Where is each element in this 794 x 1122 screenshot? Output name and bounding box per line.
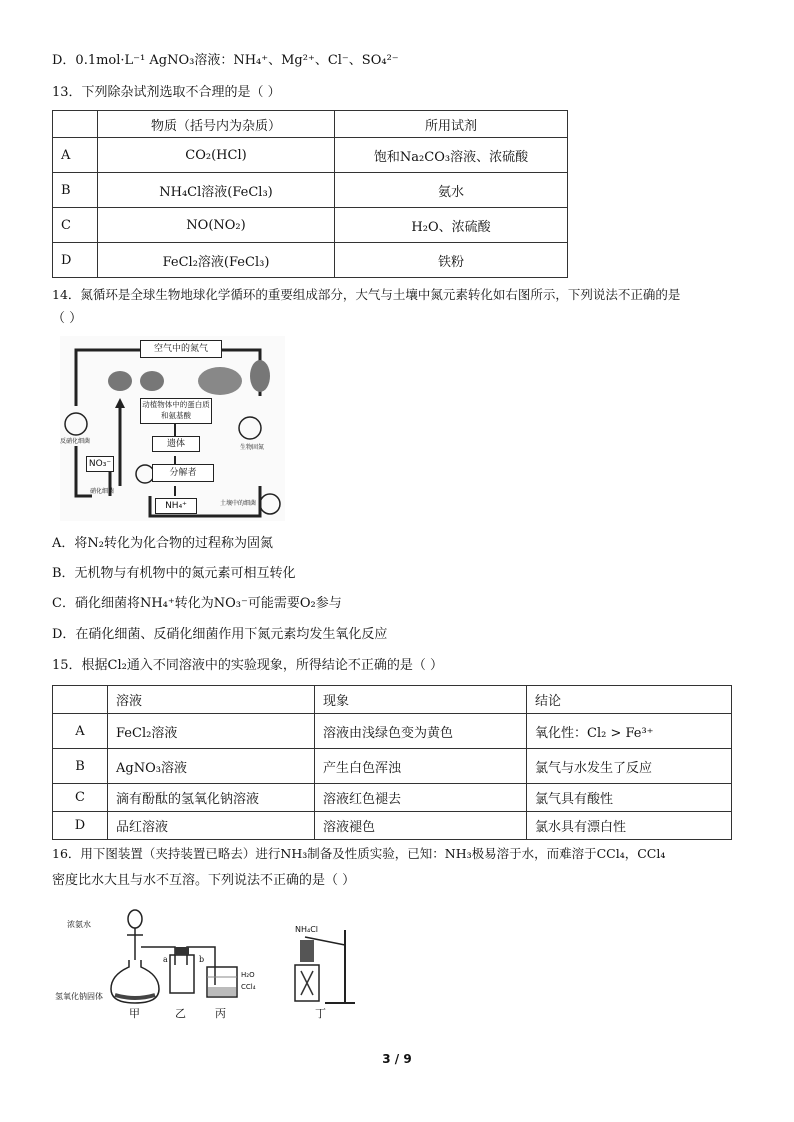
q14-option-a: A．将N₂转化为化合物的过程称为固氮 bbox=[52, 536, 273, 551]
jia-label: 甲 bbox=[129, 1007, 140, 1020]
q14-stem: 14．氮循环是全球生物地球化学循环的重要组成部分，大气与土壤中氮元素转化如右图所示，下列说法不正确的是 bbox=[52, 287, 681, 302]
nh4cl-label: NH₄Cl bbox=[295, 925, 319, 934]
table-cell: FeCl₂溶液 bbox=[108, 714, 315, 749]
table-header: 现象 bbox=[315, 686, 527, 714]
table-cell: 铁粉 bbox=[335, 243, 568, 278]
table-cell: 氨水 bbox=[335, 173, 568, 208]
q15-stem: 15．根据Cl₂通入不同溶液中的实验现象，所得结论不正确的是（ ） bbox=[52, 658, 443, 673]
protein-label: 动植物体中的蛋白质和氨基酸 bbox=[140, 398, 212, 424]
table-cell: NO(NO₂) bbox=[98, 208, 335, 243]
ding-label: 丁 bbox=[315, 1007, 326, 1020]
table-cell: D bbox=[53, 812, 108, 840]
table-cell: B bbox=[53, 749, 108, 784]
page-number: 3 / 9 bbox=[382, 1052, 412, 1066]
naoh-solid-label: 氢氧化钠固体 bbox=[55, 992, 103, 1001]
q15-table bbox=[52, 685, 732, 840]
apparatus-drawing bbox=[55, 905, 375, 1020]
table-row bbox=[53, 784, 732, 812]
table-header: 物质（括号内为杂质） bbox=[98, 111, 335, 138]
table-header: 溶液 bbox=[108, 686, 315, 714]
q16-stem-2: 密度比水大且与水不互溶。下列说法不正确的是（ ） bbox=[52, 873, 356, 888]
ammonium-label: NH₄⁺ bbox=[155, 498, 197, 514]
table-cell: 氯气与水发生了反应 bbox=[527, 749, 732, 784]
ammonia-water-label: 浓氨水 bbox=[67, 920, 91, 929]
remains-label: 遗体 bbox=[152, 436, 200, 452]
table-cell: 溶液红色褪去 bbox=[315, 784, 527, 812]
soil-bacteria-label: 土壤中的细菌 bbox=[220, 500, 257, 507]
decomposer-label: 分解者 bbox=[152, 464, 214, 482]
table-row bbox=[53, 208, 568, 243]
table-cell: NH₄Cl溶液(FeCl₃) bbox=[98, 173, 335, 208]
nitrate-label: NO₃⁻ bbox=[86, 456, 114, 472]
h2o-label: H₂O bbox=[241, 971, 255, 979]
q14-option-b: B．无机物与有机物中的氮元素可相互转化 bbox=[52, 566, 296, 581]
table-cell: 滴有酚酞的氢氧化钠溶液 bbox=[108, 784, 315, 812]
table-row bbox=[53, 138, 568, 173]
q12-option-d: D．0.1mol·L⁻¹ AgNO₃溶液：NH₄⁺、Mg²⁺、Cl⁻、SO₄²⁻ bbox=[52, 53, 399, 68]
table-cell: 氯气具有酸性 bbox=[527, 784, 732, 812]
table-cell: 溶液由浅绿色变为黄色 bbox=[315, 714, 527, 749]
table-cell: 产生白色浑浊 bbox=[315, 749, 527, 784]
q13-table bbox=[52, 110, 568, 278]
table-cell: C bbox=[53, 784, 108, 812]
table-cell: A bbox=[53, 138, 98, 173]
q16-stem: 16．用下图装置（夹持装置已略去）进行NH₃制备及性质实验，已知：NH₃极易溶于水，而难溶于CCl₄，CCl₄ bbox=[52, 846, 666, 861]
table-header: 所用试剂 bbox=[335, 111, 568, 138]
nitrogen-cycle-figure bbox=[60, 336, 285, 521]
table-cell: 氧化性：Cl₂ > Fe³⁺ bbox=[527, 714, 732, 749]
q13-stem: 13．下列除杂试剂选取不合理的是（ ） bbox=[52, 85, 281, 100]
table-cell bbox=[53, 111, 98, 138]
table-cell bbox=[53, 686, 108, 714]
q14-stem-bracket: （ ） bbox=[52, 311, 83, 326]
table-row bbox=[53, 686, 732, 714]
table-row bbox=[53, 749, 732, 784]
table-cell: A bbox=[53, 714, 108, 749]
denitrifying-label: 反硝化细菌 bbox=[60, 438, 91, 445]
table-header: 结论 bbox=[527, 686, 732, 714]
table-cell: C bbox=[53, 208, 98, 243]
port-a-label: a bbox=[163, 955, 168, 964]
nitrifying-label: 硝化细菌 bbox=[90, 488, 115, 495]
table-cell: B bbox=[53, 173, 98, 208]
port-b-label: b bbox=[199, 955, 205, 964]
yi-label: 乙 bbox=[175, 1007, 186, 1020]
table-row bbox=[53, 812, 732, 840]
q14-option-d: D．在硝化细菌、反硝化细菌作用下氮元素均发生氧化反应 bbox=[52, 627, 388, 642]
table-row bbox=[53, 173, 568, 208]
table-cell: 品红溶液 bbox=[108, 812, 315, 840]
apparatus-figure bbox=[55, 905, 375, 1020]
table-cell: FeCl₂溶液(FeCl₃) bbox=[98, 243, 335, 278]
fixing-label: 生物固氮 bbox=[240, 444, 265, 451]
table-cell: CO₂(HCl) bbox=[98, 138, 335, 173]
air-nitrogen-label: 空气中的氮气 bbox=[140, 340, 222, 358]
table-cell: 氯水具有漂白性 bbox=[527, 812, 732, 840]
table-row bbox=[53, 111, 568, 138]
table-cell: H₂O、浓硫酸 bbox=[335, 208, 568, 243]
table-cell: D bbox=[53, 243, 98, 278]
q14-option-c: C．硝化细菌将NH₄⁺转化为NO₃⁻可能需要O₂参与 bbox=[52, 596, 342, 611]
table-cell: 溶液褪色 bbox=[315, 812, 527, 840]
table-row bbox=[53, 714, 732, 749]
table-row bbox=[53, 243, 568, 278]
table-cell: AgNO₃溶液 bbox=[108, 749, 315, 784]
bing-label: 丙 bbox=[215, 1007, 226, 1020]
table-cell: 饱和Na₂CO₃溶液、浓硫酸 bbox=[335, 138, 568, 173]
ccl4-label: CCl₄ bbox=[241, 983, 256, 991]
